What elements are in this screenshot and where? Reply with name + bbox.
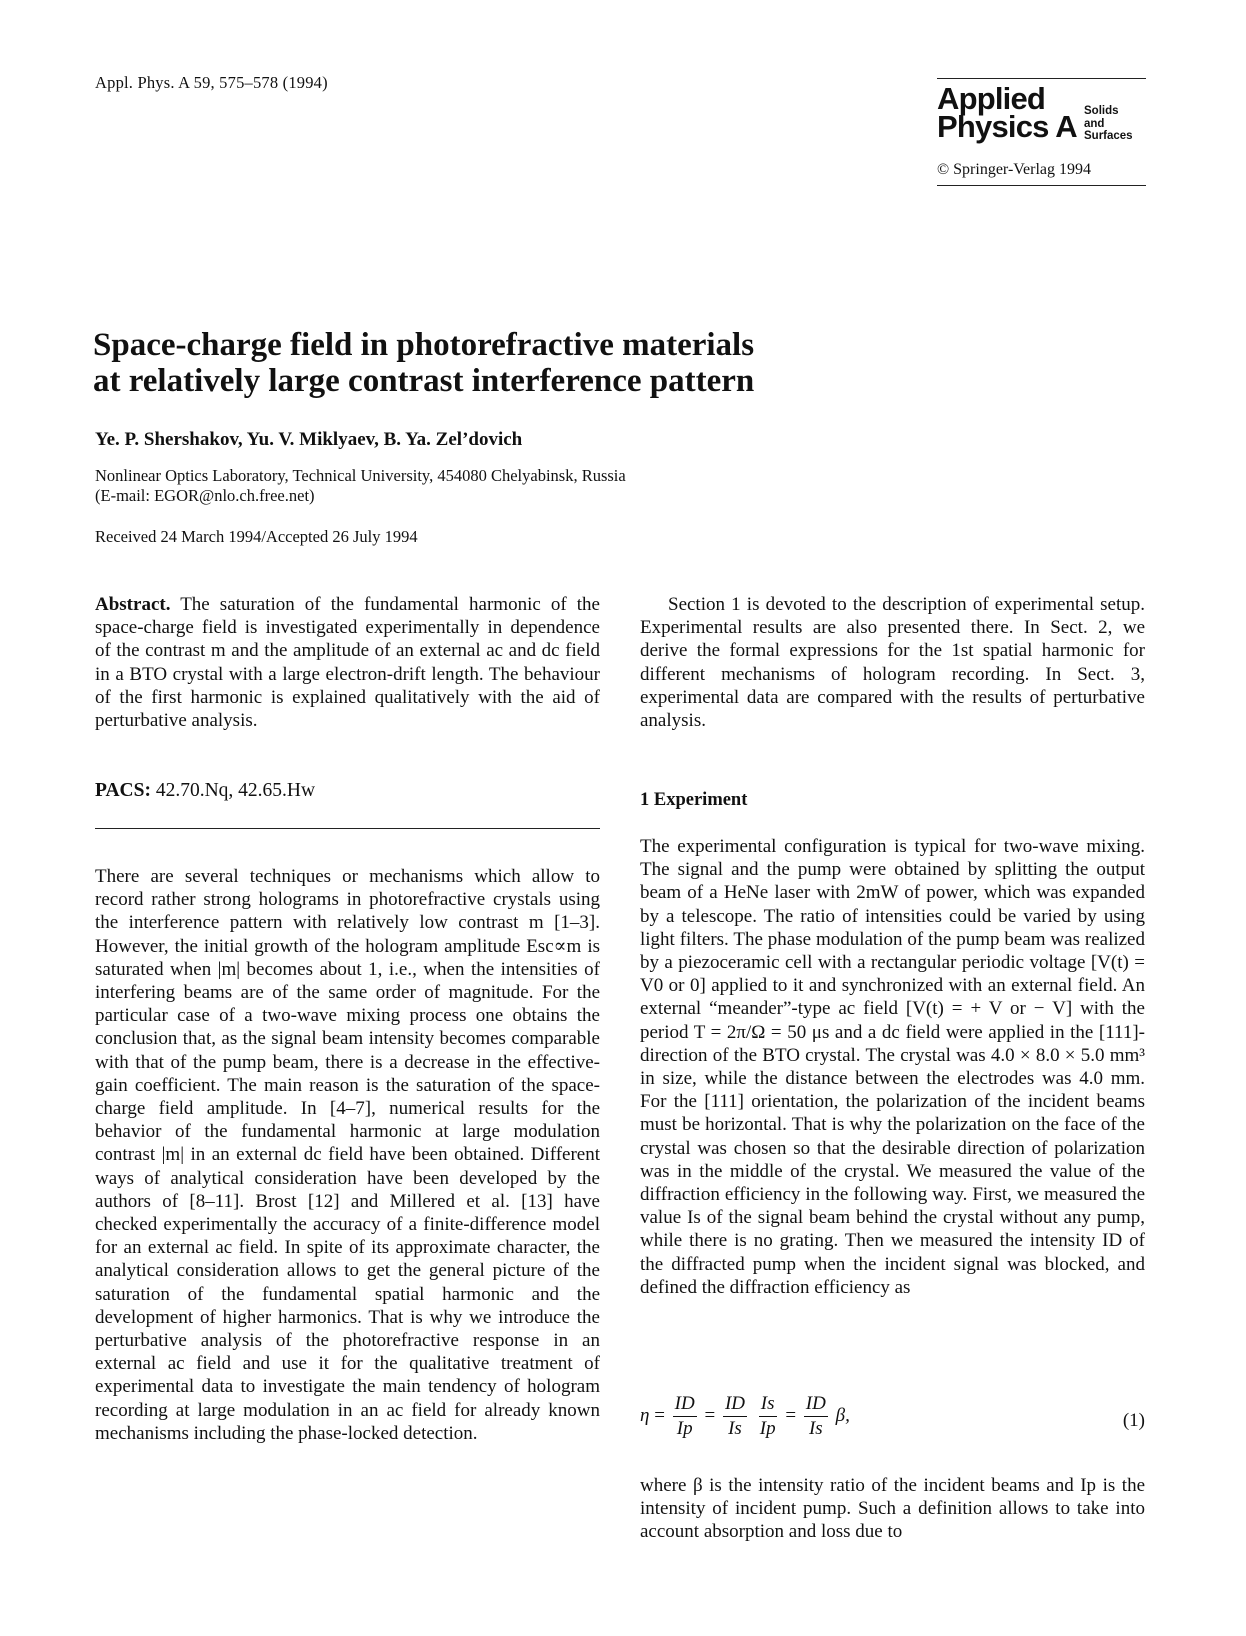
divider	[937, 185, 1146, 186]
paper-title: Space-charge field in photorefractive materials at relatively large contrast interference pattern	[93, 327, 755, 399]
pacs	[95, 780, 315, 802]
equation-1: η = $\frac{ID}{Ip}$ = $\frac{ID}{Is}$ $\frac{Is}{Ip}$ = $\frac{ID}{Is}$ β, (1)	[640, 1393, 1145, 1439]
equation-number: (1)	[1122, 1410, 1145, 1431]
section-overview-text: Section 1 is devoted to the description of experimental setup. Experimental results are also presented there. In Sect. 2, we derive the formal expressions for the 1st spatial harmonic for different mechanisms of hologram recording. In Sect. 3, experimental data are compared with the results of perturbative analysis.	[640, 594, 1145, 732]
divider	[95, 828, 600, 829]
journal-logo	[937, 78, 1146, 178]
abstract	[95, 593, 600, 732]
pacs-value: 42.70.Nq, 42.65.Hw	[155, 780, 316, 801]
pacs-label: PACS:	[95, 780, 151, 801]
section-heading: 1 Experiment	[640, 790, 748, 810]
abstract-label: Abstract.	[95, 594, 171, 615]
copyright: © Springer-Verlag 1994	[937, 161, 1092, 178]
affiliation: Nonlinear Optics Laboratory, Technical University, 454080 Chelyabinsk, Russia (E-mail: EGOR@nlo.ch.free.net)	[95, 466, 626, 505]
journal-subtitle: Solids and Surfaces	[1084, 105, 1133, 142]
introduction-text: There are several techniques or mechanisms which allow to record rather strong holograms in photorefractive crystals using the interference pattern with relatively low contrast m [1–3]. However, the initial growth of the hologram amplitude Esc∝m is saturated when |m| becomes about 1, i.e., when the intensities of interfering beams are of the same order of magnitude. For the particular case of a two-wave mixing process one obtains the conclusion that, as the signal beam intensity becomes comparable with that of the pump beam, there is a decrease in the effective-gain coefficient. The main reason is the saturation of the space-charge field amplitude. In [4–7], numerical results for the behavior of the fundamental harmonic at large modulation contrast |m| in an external dc field have been obtained. Different ways of analytical consideration have been developed by the authors of [8–11]. Brost [12] and Millered et al. [13] have checked experimentally the accuracy of a finite-difference model for an external ac field. In spite of its approximate character, the analytical consideration allows to get the general picture of the saturation of the fundamental spatial harmonic and the development of higher harmonics. That is why we introduce the perturbative analysis of the photorefractive response in an external ac field and use it for the qualitative treatment of experimental data to investigate the main tendency of hologram recording at large modulation in an ac field for already known mechanisms including the phase-locked detection.	[95, 866, 600, 1444]
authors: Ye. P. Shershakov, Yu. V. Miklyaev, B. Ya. Zel’dovich	[95, 429, 523, 450]
abstract-text: The saturation of the fundamental harmonic of the space-charge field is investigated experimentally in dependence of the contrast m and the amplitude of an external ac and dc field in a BTO crystal with a large electron-drift length. The behaviour of the first harmonic is explained qualitatively with the aid of perturbative analysis.	[95, 594, 600, 732]
journal-name: Applied Physics A	[937, 81, 1077, 144]
post-equation-text: where β is the intensity ratio of the incident beams and Ip is the intensity of incident pump. Such a definition allows to take into account absorption and loss due to	[640, 1475, 1145, 1543]
journal-citation: Appl. Phys. A 59, 575–578 (1994)	[95, 73, 328, 92]
received-date: Received 24 March 1994/Accepted 26 July 1994	[95, 527, 418, 546]
experiment-text: The experimental configuration is typical for two-wave mixing. The signal and the pump were obtained by splitting the output beam of a HeNe laser with 2mW of power, which was expanded by a telescope. The ratio of intensities could be varied by using light filters. The phase modulation of the pump beam was realized by a piezoceramic cell with a rectangular periodic voltage [V(t) = V0 or 0] applied to it and synchronized with an external field. An external “meander”-type ac field [V(t) = + V or − V] with the period T = 2π/Ω = 50 μs and a dc field were applied in the [111]-direction of the BTO crystal. The crystal was 4.0 × 8.0 × 5.0 mm³ in size, while the distance between the electrodes was 4.0 mm. For the [111] orientation, the polarization of the incident beams must be horizontal. That is why the polarization on the face of the crystal was chosen so that the desirable direction of polarization was in the middle of the crystal. We measured the value of the diffraction efficiency in the following way. First, we measured the value Is of the signal beam behind the crystal without any pump, while there is no grating. Then we measured the intensity ID of the diffracted pump when the incident signal was blocked, and defined the diffraction efficiency as	[640, 836, 1145, 1298]
